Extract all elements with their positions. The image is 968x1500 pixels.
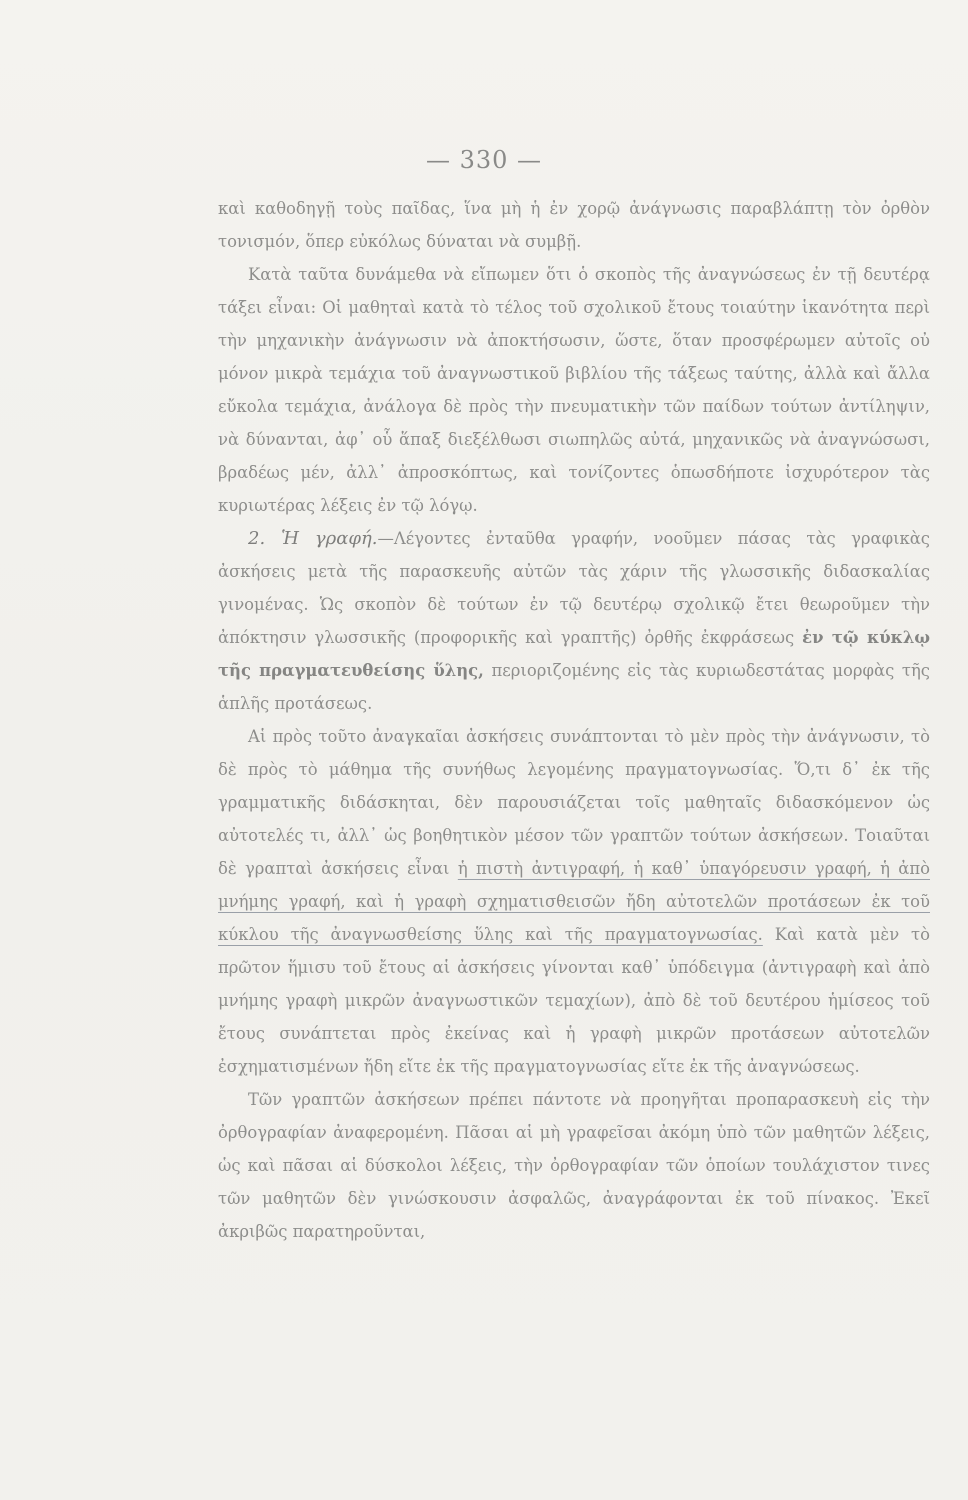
paragraph-text: Αἱ πρὸς τοῦτο ἀναγκαῖαι ἀσκήσεις συνάπτονται τὸ μὲν πρὸς τὴν ἀνάγνωσιν, τὸ δὲ πρὸς τὸ μάθημα τῆς συνήθως λεγομένης πραγματογνωσίας. Ὅ,τι δ᾽ ἐκ τῆς γραμματικῆς διδάσκηται, δὲν παρουσιάζεται τοῖς μαθηταῖς διδασκόμενον ὡς αὐτοτελές τι, ἀλλ᾽ ὡς βοηθητικὸν μέσον τῶν γραπτῶν τούτων ἀσκήσεων. Τοιαῦται δὲ γραπταὶ ἀσκήσεις εἶναι xyxy=(218,727,930,878)
paragraph-text: —Λέγοντες ἐνταῦθα γραφήν, νοοῦμεν πάσας τὰς γραφικὰς ἀσκήσεις μετὰ τῆς παρασκευῆς αὐτῶν τὰς χάριν τῆς γλωσσικῆς διδασκαλίας γινομένας. Ὡς σκοπὸν δὲ τούτων ἐν τῷ δευτέρῳ σχολικῷ ἔτει θεωροῦμεν τὴν ἀπόκτησιν γλωσσικῆς (προφορικῆς καὶ γραπτῆς) ὀρθῆς ἐκφράσεως xyxy=(218,529,930,647)
paragraph-orthography: Τῶν γραπτῶν ἀσκήσεων πρέπει πάντοτε νὰ προηγῆται προπαρασκευὴ εἰς τὴν ὀρθογραφίαν ἀναφερομένη. Πᾶσαι αἱ μὴ γραφεῖσαι ἀκόμη ὑπὸ τῶν μαθητῶν λέξεις, ὡς καὶ πᾶσαι αἱ δύσκολοι λέξεις, τὴν ὀρθογραφίαν τῶν ὁποίων τουλάχιστον τινες τῶν μαθητῶν δὲν γινώσκουσιν ἀσφαλῶς, ἀναγράφονται ἐκ τοῦ πίνακος. Ἐκεῖ ἀκριβῶς παρατηροῦνται, xyxy=(218,1090,930,1241)
section-heading: 2. Ἡ γραφή. xyxy=(248,528,378,549)
paragraph-writing-section xyxy=(218,522,930,720)
paragraph-continuation: καὶ καθοδηγῇ τοὺς παῖδας, ἵνα μὴ ἡ ἐν χορῷ ἀνάγνωσις παραβλάπτῃ τὸν ὀρθὸν τονισμόν, ὅπερ εὐκόλως δύναται νὰ συμβῇ. xyxy=(218,199,930,251)
paragraph-exercises xyxy=(218,720,930,1083)
bold-phrase: ἐν τῷ κύκλῳ τῆς πραγματευθείσης ὕλης, xyxy=(218,628,931,680)
page-number: — 330 — xyxy=(425,146,543,174)
paragraph-text: Καὶ κατὰ μὲν τὸ πρῶτον ἥμισυ τοῦ ἔτους αἱ ἀσκήσεις γίνονται καθ᾽ ὑπόδειγμα (ἀντιγραφὴ καὶ ἀπὸ μνήμης γραφὴ μικρῶν ἀναγνωστικῶν τεμαχίων), ἀπὸ δὲ τοῦ δευτέρου ἡμίσεος τοῦ ἔτους συνάπτεται πρὸς ἐκείνας καὶ ἡ γραφὴ μικρῶν προτάσεων αὐτοτελῶν ἐσχηματισμένων ἤδη εἴτε ἐκ τῆς πραγματογνωσίας εἴτε ἐκ τῆς ἀναγνώσεως. xyxy=(218,925,930,1076)
body-text xyxy=(218,192,930,1248)
paragraph-text: περιοριζομένης εἰς τὰς κυριωδεστάτας μορφὰς τῆς ἁπλῆς προτάσεως. xyxy=(218,661,930,713)
underlined-exercise-list: ἡ πιστὴ ἀντιγραφή, ἡ καθ᾽ ὑπαγόρευσιν γραφή, ἡ ἀπὸ μνήμης γραφή, καὶ ἡ γραφὴ σχηματισθεισῶν ἤδη αὐτοτελῶν προτάσεων ἐκ τοῦ κύκλου τῆς ἀναγνωσθείσης ὕλης καὶ τῆς πραγματογνωσίας. xyxy=(218,859,930,944)
paragraph-reading-goal: Κατὰ ταῦτα δυνάμεθα νὰ εἴπωμεν ὅτι ὁ σκοπὸς τῆς ἀναγνώσεως ἐν τῇ δευτέρᾳ τάξει εἶναι: Οἱ μαθηταὶ κατὰ τὸ τέλος τοῦ σχολικοῦ ἔτους τοιαύτην ἱκανότητα περὶ τὴν μηχανικὴν ἀνάγνωσιν νὰ ἀποκτήσωσιν, ὥστε, ὅταν προσφέρωμεν αὐτοῖς οὐ μόνον μικρὰ τεμάχια τοῦ ἀναγνωστικοῦ βιβλίου τῆς τάξεως ταύτης, ἀλλὰ καὶ ἄλλα εὔκολα τεμάχια, ἀνάλογα δὲ πρὸς τὴν πνευματικὴν τῶν παίδων τούτων ἀντίληψιν, νὰ δύνανται, ἀφ᾽ οὗ ἅπαξ διεξέλθωσι σιωπηλῶς αὐτά, μηχανικῶς νὰ ἀναγνώσωσι, βραδέως μέν, ἀλλ᾽ ἀπροσκόπτως, καὶ τονίζοντες ὁπωσδήποτε ἰσχυρότερον τὰς κυριωτέρας λέξεις ἐν τῷ λόγῳ. xyxy=(218,265,930,515)
